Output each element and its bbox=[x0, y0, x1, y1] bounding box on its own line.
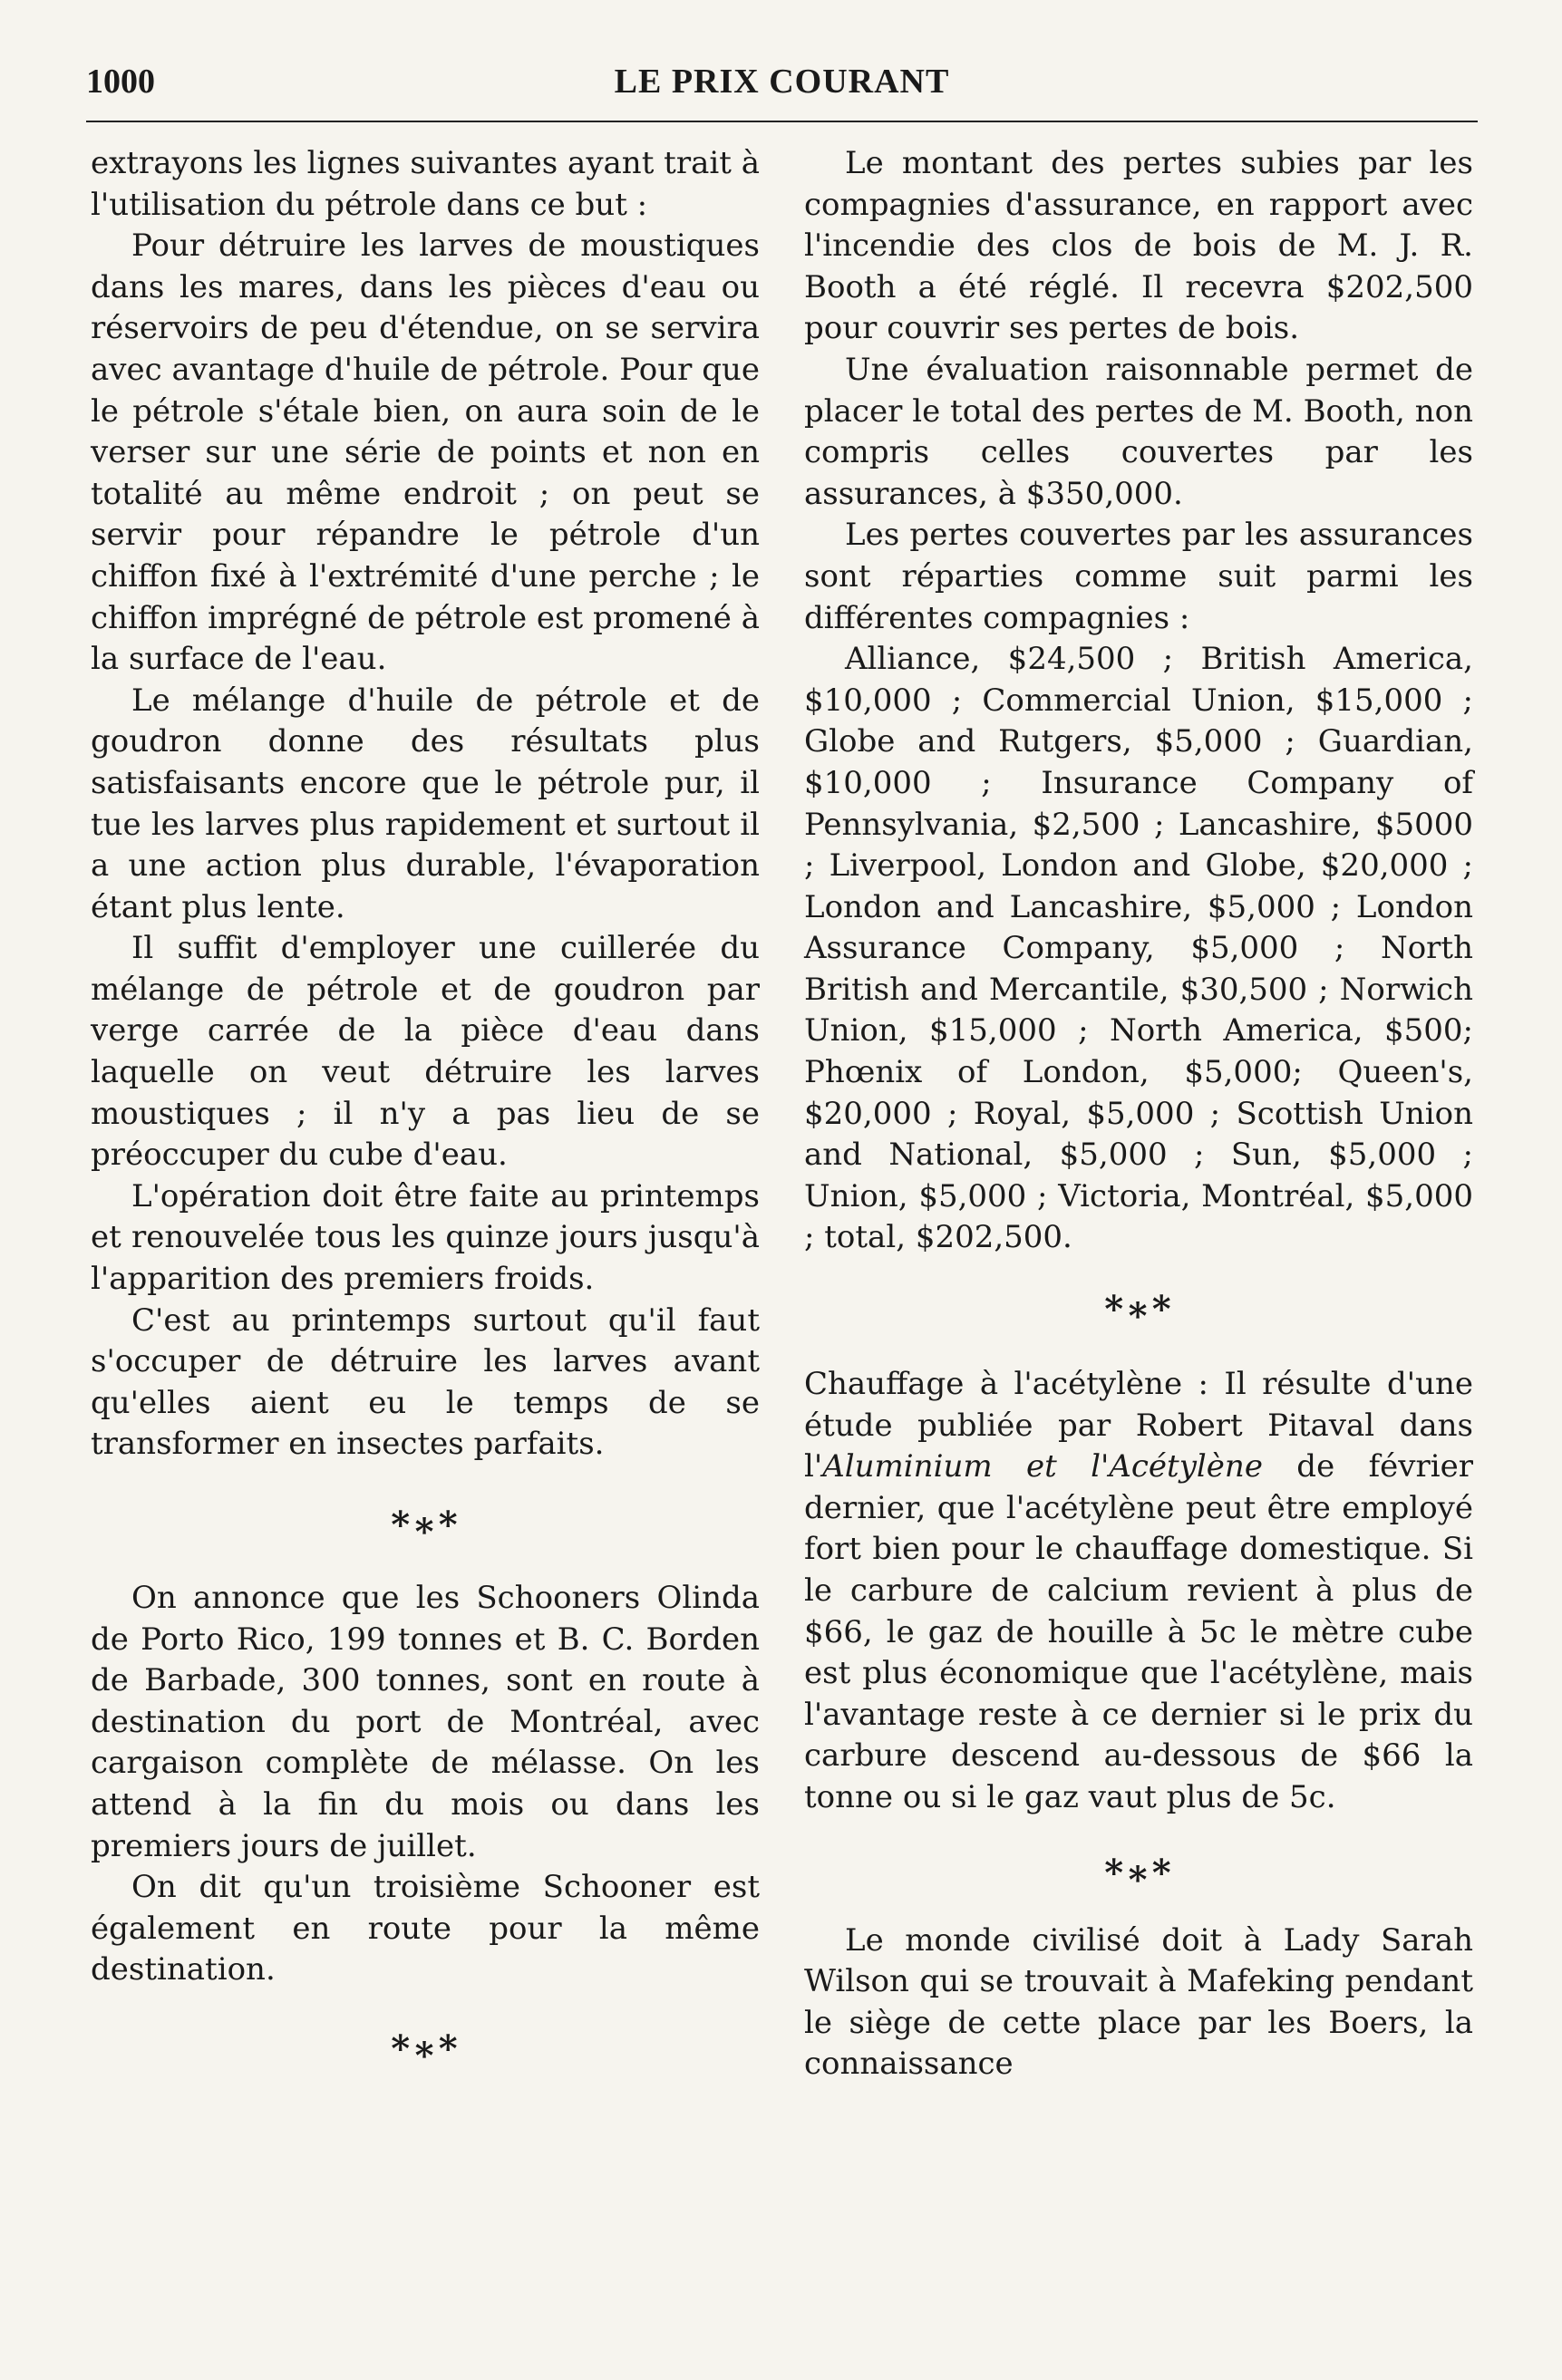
page-number: 1000 bbox=[86, 63, 155, 101]
paragraph: Les pertes couvertes par les assurances sont réparties comme suit parmi les différentes compagnies : bbox=[804, 517, 1473, 636]
paragraph: On dit qu'un troisième Schooner est également en route pour la même destination. bbox=[91, 1869, 760, 1988]
paragraph: Le mélange d'huile de pétrole et de goudron donne des résultats plus satisfaisants encore que le pétrole pur, il tue les larves plus rapidement et surtout il a une action plus durable, l'évaporation étant plus lente. bbox=[91, 682, 760, 925]
paragraph bbox=[804, 1364, 1473, 1819]
paragraph: Pour détruire les larves de moustiques dans les mares, dans les pièces d'eau ou réservoirs de peu d'étendue, on se servira avec avantage d'huile de pétrole. Pour que le pétrole s'étale bien, on aura soin de le verser sur une série de points et non en totalité au même endroit ; on peut se servir pour répandre le pétrole d'un chiffon fixé à l'extrémité d'une perche ; le chiffon imprégné de pétrole est promené à la surface de l'eau. bbox=[91, 227, 760, 678]
section-separator: *∗* bbox=[391, 1504, 460, 1546]
journal-title: LE PRIX COURANT bbox=[614, 63, 950, 101]
paragraph: Le montant des pertes subies par les compagnies d'assurance, en rapport avec l'incendie des clos de bois de M. J. R. Booth a été réglé. Il recevra $202,500 pour couvrir ses pertes de bois. bbox=[804, 145, 1473, 347]
section-separator: *∗* bbox=[391, 2027, 460, 2070]
paragraph: Alliance, $24,500 ; British America, $10,000 ; Commercial Union, $15,000 ; Globe and Rutgers, $5,000 ; Guardian, $10,000 ; Insurance Company of Pennsylvania, $2,500 ; Lancashire, $5000 ; Liverpool, London and Globe, $20,000 ; London and Lancashire, $5,000 ; London Assurance Company, $5,000 ; North British and Mercantile, $30,500 ; Norwich Union, $15,000 ; North America, $500; Phœnix of London, $5,000; Queen's, $20,000 ; Royal, $5,000 ; Scottish Union and National, $5,000 ; Sun, $5,000 ; Union, $5,000 ; Victoria, Montréal, $5,000 ; total, $202,500. bbox=[804, 641, 1473, 1256]
paragraph-text: de février dernier, que l'acétylène peut être employé fort bien pour le chauffage domestique. Si le carbure de calcium revient à plus de $66, le gaz de houille à 5c le mètre cube est plus économique que l'acétylène, mais l'avantage reste à ce dernier si le prix du carbure descend au-dessous de $66 la tonne ou si le gaz vaut plus de 5c. bbox=[804, 1448, 1473, 1815]
publication-title: Aluminium et l'Acétylène bbox=[822, 1448, 1263, 1485]
paragraph: Une évaluation raisonnable permet de placer le total des pertes de M. Booth, non compris celles couvertes par les assurances, à $350,000. bbox=[804, 351, 1473, 512]
paragraph: extrayons les lignes suivantes ayant trait à l'utilisation du pétrole dans ce but : bbox=[91, 145, 760, 223]
right-column bbox=[804, 143, 1473, 2085]
page-header bbox=[86, 60, 1478, 114]
left-column bbox=[91, 143, 760, 2070]
paragraph: Le monde civilisé doit à Lady Sarah Wilson qui se trouvait à Mafeking pendant le siège de cette place par les Boers, la connaissance bbox=[804, 1921, 1473, 2083]
section-separator: *∗* bbox=[1104, 1851, 1173, 1894]
section-separator: *∗* bbox=[1104, 1288, 1173, 1331]
header-rule bbox=[86, 121, 1478, 122]
paragraph: C'est au printemps surtout qu'il faut s'occuper de détruire les larves avant qu'elles aient eu le temps de se transformer en insectes parfaits. bbox=[91, 1301, 760, 1463]
paragraph: Il suffit d'employer une cuillerée du mélange de pétrole et de goudron par verge carrée de la pièce d'eau dans laquelle on veut détruire les larves moustiques ; il n'y a pas lieu de se préoccuper du cube d'eau. bbox=[91, 930, 760, 1174]
paragraph: On annonce que les Schooners Olinda de Porto Rico, 199 tonnes et B. C. Borden de Barbade, 300 tonnes, sont en route à destination du port de Montréal, avec cargaison complète de mélasse. On les attend à la fin du mois ou dans les premiers jours de juillet. bbox=[91, 1580, 760, 1864]
paragraph-text: Chauffage à l'acétylène : Il résulte d'une étude publiée par Robert Pitaval dans l' bbox=[804, 1366, 1473, 1485]
paragraph: L'opération doit être faite au printemps et renouvelée tous les quinze jours jusqu'à l'apparition des premiers froids. bbox=[91, 1177, 760, 1298]
